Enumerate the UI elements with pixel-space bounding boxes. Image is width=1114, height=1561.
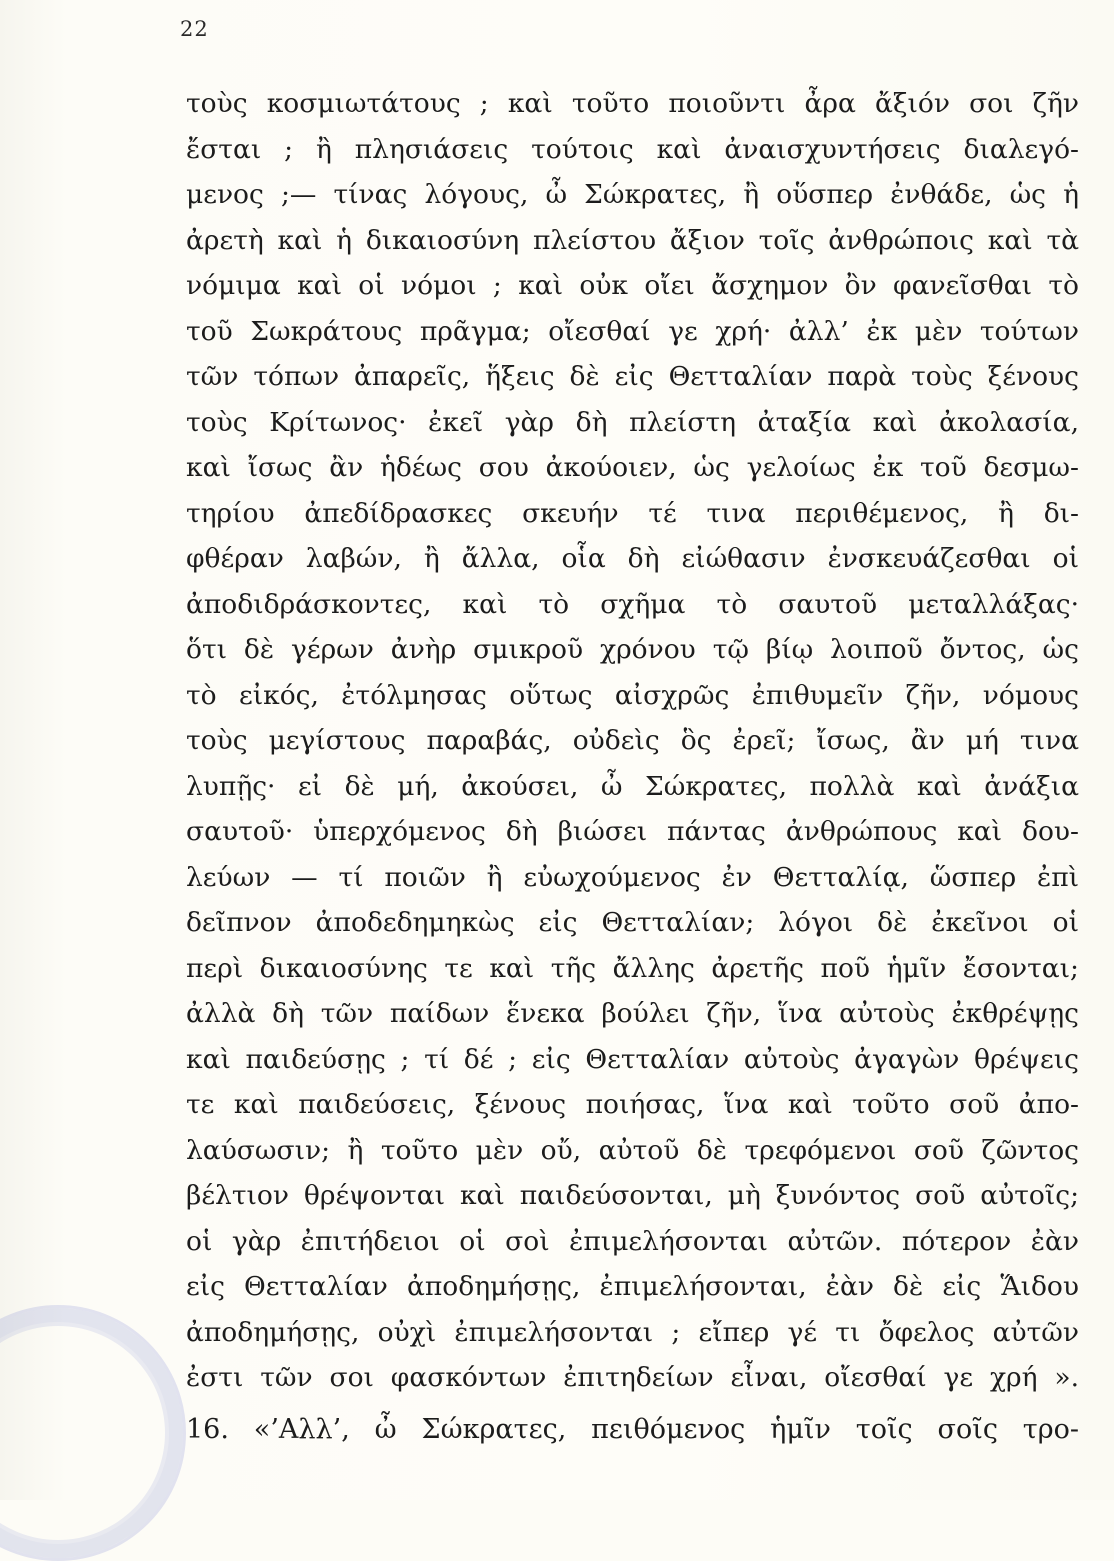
library-stamp: [0, 1305, 186, 1561]
text-line: τοῦ Σωκράτους πρᾶγμα; οἴεσθαί γε χρή· ἀλλ’ ἐκ μὲν τούτων: [186, 315, 1079, 347]
section-16-start: 16. «’Αλλ’, ὦ Σώκρατες, πειθόμενος ἡμῖν τοῖς σοῖς τρο-: [186, 1413, 1079, 1445]
body-text: [186, 81, 1079, 1452]
text-line: δεῖπνον ἀποδεδημηκὼς εἰς Θετταλίαν; λόγοι δὲ ἐκεῖνοι οἱ: [186, 907, 1079, 938]
text-line: τηρίου ἀπεδίδρασκες σκευήν τέ τινα περιθέμενος, ἢ δι-: [186, 497, 1079, 529]
text-line: ἀποδημήσῃς, οὐχὶ ἐπιμελήσονται ; εἴπερ γέ τι ὄφελος αὐτῶν: [186, 1316, 1079, 1348]
text-line: εἰς Θετταλίαν ἀποδημήσῃς, ἐπιμελήσονται, ἐὰν δὲ εἰς Ἅιδου: [186, 1271, 1079, 1302]
text-line: νόμιμα καὶ οἱ νόμοι ; καὶ οὐκ οἴει ἄσχημον ὂν φανεῖσθαι τὸ: [186, 270, 1079, 301]
text-line: τὸ εἰκός, ἐτόλμησας οὕτως αἰσχρῶς ἐπιθυμεῖν ζῆν, νόμους: [186, 679, 1079, 711]
text-line: ὅτι δὲ γέρων ἀνὴρ σμικροῦ χρόνου τῷ βίῳ λοιποῦ ὄντος, ὡς: [186, 634, 1079, 665]
text-line: ἀλλὰ δὴ τῶν παίδων ἕνεκα βούλει ζῆν, ἵνα αὐτοὺς ἐκθρέψῃς: [186, 998, 1079, 1029]
text-line: τῶν τόπων ἀπαρεῖς, ἥξεις δὲ εἰς Θετταλίαν παρὰ τοὺς ξένους: [186, 361, 1079, 392]
text-line: λυπῇς· εἰ δὲ μή, ἀκούσει, ὦ Σώκρατες, πολλὰ καὶ ἀνάξια: [186, 770, 1079, 802]
text-line: μενος ;— τίνας λόγους, ὦ Σώκρατες, ἢ οὕσπερ ἐνθάδε, ὡς ἡ: [186, 179, 1079, 210]
text-line: καὶ ἴσως ἂν ἡδέως σου ἀκούοιεν, ὡς γελοίως ἐκ τοῦ δεσμω-: [186, 452, 1079, 483]
text-line: ἔσται ; ἢ πλησιάσεις τούτοις καὶ ἀναισχυντήσεις διαλεγό-: [186, 133, 1079, 165]
text-line: ἐστι τῶν σοι φασκόντων ἐπιτηδείων εἶναι, οἴεσθαί γε χρή ».: [186, 1362, 1079, 1393]
text-line: ἀρετὴ καὶ ἡ δικαιοσύνη πλείστου ἄξιον τοῖς ἀνθρώποις καὶ τὰ: [186, 224, 1079, 256]
text-line: λεύων — τί ποιῶν ἢ εὐωχούμενος ἐν Θετταλίᾳ, ὥσπερ ἐπὶ: [186, 861, 1079, 893]
text-line: τοὺς μεγίστους παραβάς, οὐδεὶς ὃς ἐρεῖ; ἴσως, ἂν μή τινα: [186, 725, 1079, 756]
text-line: οἱ γὰρ ἐπιτήδειοι οἱ σοὶ ἐπιμελήσονται αὐτῶν. πότερον ἐὰν: [186, 1225, 1079, 1257]
text-line: σαυτοῦ· ὑπερχόμενος δὴ βιώσει πάντας ἀνθρώπους καὶ δου-: [186, 816, 1079, 847]
text-line: καὶ παιδεύσῃς ; τί δέ ; εἰς Θετταλίαν αὐτοὺς ἀγαγὼν θρέψεις: [186, 1043, 1079, 1075]
text-line: φθέραν λαβών, ἢ ἄλλα, οἷα δὴ εἰώθασιν ἐνσκευάζεσθαι οἱ: [186, 543, 1079, 574]
text-line: περὶ δικαιοσύνης τε καὶ τῆς ἄλλης ἀρετῆς ποῦ ἡμῖν ἔσονται;: [186, 952, 1079, 984]
page-number: 22: [180, 17, 209, 41]
text-line: βέλτιον θρέψονται καὶ παιδεύσονται, μὴ ξυνόντος σοῦ αὐτοῖς;: [186, 1180, 1079, 1211]
text-line: ἀποδιδράσκοντες, καὶ τὸ σχῆμα τὸ σαυτοῦ μεταλλάξας·: [186, 588, 1079, 620]
text-line: τε καὶ παιδεύσεις, ξένους ποιήσας, ἵνα καὶ τοῦτο σοῦ ἀπο-: [186, 1089, 1079, 1120]
text-line: τοὺς Κρίτωνος· ἐκεῖ γὰρ δὴ πλείστη ἀταξία καὶ ἀκολασία,: [186, 406, 1079, 438]
text-line: λαύσωσιν; ἢ τοῦτο μὲν οὔ, αὐτοῦ δὲ τρεφόμενοι σοῦ ζῶντος: [186, 1134, 1079, 1166]
text-line: τοὺς κοσμιωτάτους ; καὶ τοῦτο ποιοῦντι ἆρα ἄξιόν σοι ζῆν: [186, 88, 1079, 119]
